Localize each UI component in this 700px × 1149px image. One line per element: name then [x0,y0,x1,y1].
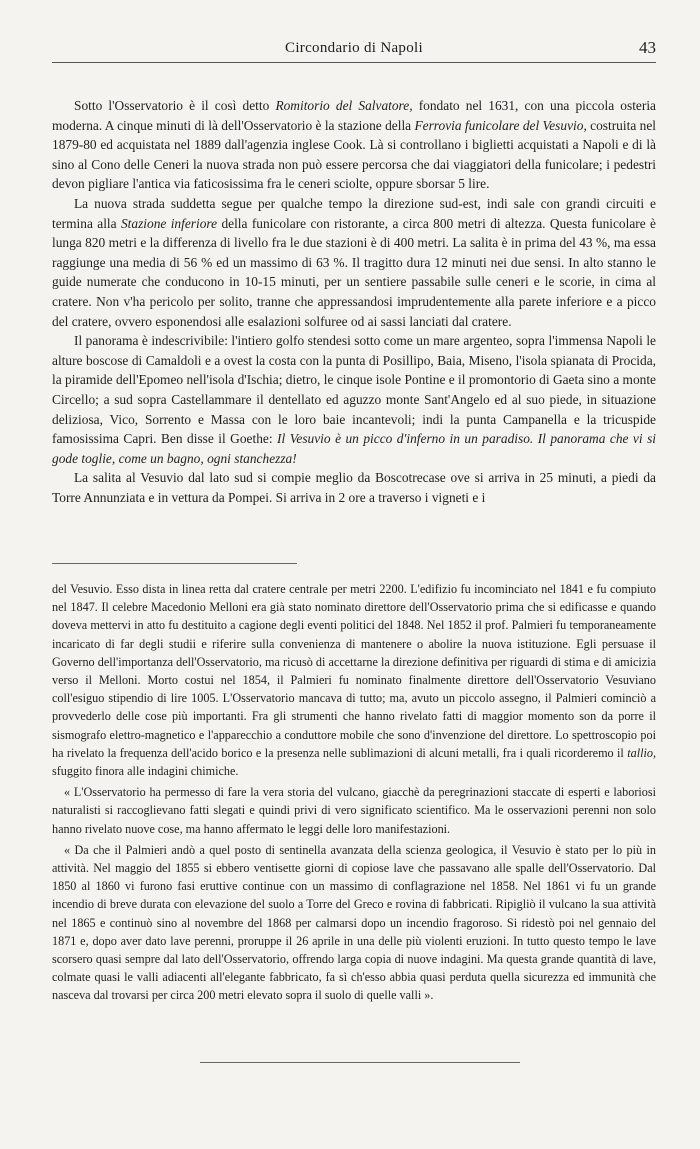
paragraph-panorama: Il panorama è indescrivibile: l'intiero golfo stendesi sotto come un mare argenteo, sopra l'immensa Napoli le alture boscose di Camaldoli e a ovest la costa con la punta di Posillipo, Baia, Miseno, l'isola spianata di Procida, la piramide dell'Epomeo nell'isola d'Ischia; dietro, le cinque isole Pontine e il promontorio di Gaeta sino a monte Circello; a sud sopra Castellammare il dentellato ed aguzzo monte Sant'Angelo ed al suo piede, in situazione deliziosa, Vico, Sorrento e Massa con le loro baie incantevoli; indi la punta Campanella e la tricuspide famosissima Capri. Ben disse il Goethe: Il Vesuvio è un picco d'inferno in un paradiso. Il panorama che vi si gode toglie, come un bagno, ogni stanchezza! [52,333,656,466]
paragraph-salita: La salita al Vesuvio dal lato sud si compie meglio da Boscotrecase ove si arriva in 25 minuti, a piedi da Torre Annunziata e in vettura da Pompei. Si arriva in 2 ore a traverso i vigneti e i [52,470,656,505]
footnote-observatory: del Vesuvio. Esso dista in linea retta dal cratere centrale per metri 2200. L'edifizio fu incominciato nel 1841 e fu compiuto nel 1847. Il celebre Macedonio Melloni era già stato nominato direttore dell'Osservatorio prima che si edificasse e quando doveva mettervi in atto fu destituito a cagione degli eventi politici del 1848. Nel 1852 il prof. Palmieri fu temporaneamente incaricato di far degli studii e riferire sulla convenienza di mantenere o abolire la nuova istituzione. Egli persuase il Governo dell'importanza dell'Osservatorio, ma ricusò di accettarne la direzione definitiva per riguardi di stima e di amicizia verso il Melloni. Morto costui nel 1854, il Palmieri fu nominato finalmente direttore dell'Osservatorio Vesuviano coll'esiguo stipendio di lire 1005. L'Osservatorio mancava di tutto; ma, avuto un piccolo assegno, il Palmieri cominciò a provvederlo delle cose più importanti. Fra gli strumenti che hanno rivelato fatti di maggior momento son da porre il sismografo elettro-magnetico e l'apparecchio a conduttore mobile che sono d'invenzione del direttore. Lo spettroscopio poi ha rivelato la frequenza dell'acido borico e la presenza nelle sublimazioni di alcuni metalli, fra i quali ricorderemo il tallio, sfuggito finora alle indagini chimiche. [52,582,656,779]
bottom-rule [200,1062,520,1063]
emphasis-stazione: Stazione inferiore [120,215,218,231]
goethe-quote: Il Vesuvio è un picco d'inferno in un paradiso. Il panorama che vi si gode toglie, come un bagno, ogni stanchezza! [52,431,656,466]
footnote-separator [52,563,297,564]
emphasis-ferrovia: Ferrovia funicolare del Vesuvio, [414,117,587,133]
running-title: Circondario di Napoli [285,40,423,56]
footnote-quote-history: « L'Osservatorio ha permesso di fare la vera storia del vulcano, giacchè da peregrinazioni staccate di esperti e laboriosi naturalisti si raccoglievano fatti slegati e quindi privi di vero significato scientifico. Ma le osservazioni perenni non solo hanno rivelato nuove cose, ma hanno affermato le leggi delle loro manifestazioni. [52,785,656,836]
footnote-quote-palmieri: « Da che il Palmieri andò a quel posto di sentinella avanzata della scienza geologica, il Vesuvio è stato per lo più in attività. Nel maggio del 1855 si ebbero ventisette giorni di copiose lave che passavano alle spalle dell'Osservatorio. Dal 1850 al 1860 vi furono fasi eruttive continue con un massimo di conflagrazione nel 1858. Nel 1861 vi fu un grande incendio di breve durata con elevazione del suolo a Torre del Greco e rovina di fabbricati. Ripigliò il vulcano la sua attività nel 1865 e continuò sino al novembre del 1868 per calmarsi dopo un incendio fragoroso. Si ridestò poi nel gennaio del 1871 e, dopo aver dato lave perenni, proruppe il 26 aprile in una delle più violenti eruzioni. In tutto questo tempo le lave scorsero quasi sempre dal lato dell'Osservatorio, offrendo larga copia di nuove indagini. Ma questa grande quantità di lave, colmate quasi le valli adiacenti all'elegante fabbricato, fa sì ch'esso abbia quasi perduta quella sicurezza ed immunità che nasceva dal trovarsi per circa 200 metri elevato sopra il suolo di quelle valli ». [52,842,656,1003]
emphasis-tallio: tallio, [627,745,656,760]
paragraph-strada: La nuova strada suddetta segue per qualche tempo la direzione sud-est, indi sale con grandi circuiti e termina alla Stazione inferiore della funicolare con ristorante, a circa 800 metri di altezza. Questa funicolare è lunga 820 metri e la differenza di livello fra le due stazioni è di 400 metri. La salita è in prima del 43 %, ma essa raggiunge una media di 56 % ed un massimo di 63 %. Il tragitto dura 12 minuti nei due sensi. In alto stanno le guide numerate che conducono in 10-15 minuti, per un sentiere passabile sulle ceneri e le scorie, in cima al cratere. Non v'ha pericolo per solito, tranne che appressandosi imprudentemente alla parete inferiore e a picco del cratere, ovvero esponendosi alle esalazioni solfuree od ai sassi lanciati dal cratere. [52,195,656,329]
running-header [52,38,656,63]
paragraph-romitorio: Sotto l'Osservatorio è il così detto Romitorio del Salvatore, fondato nel 1631, con una piccola osteria moderna. A cinque minuti di là dell'Osservatorio è la stazione della Ferrovia funicolare del Vesuvio, costruita nel 1879-80 ed acquistata nel 1889 dall'agenzia inglese Cook. Là si controllano i biglietti acquistati a Napoli e di là sino al Cono delle Ceneri la nuova strada non può essere percorsa che dai viaggiatori della funicolare; i pedestri devon pigliare l'antica via faticosissima fra le ceneri sciolte, oppure sborsar 5 lire. [52,98,656,192]
footnotes [52,580,656,1008]
page-number: 43 [639,38,656,57]
emphasis-romitorio: Romitorio del Salvatore, [275,98,413,113]
main-text [52,96,656,507]
